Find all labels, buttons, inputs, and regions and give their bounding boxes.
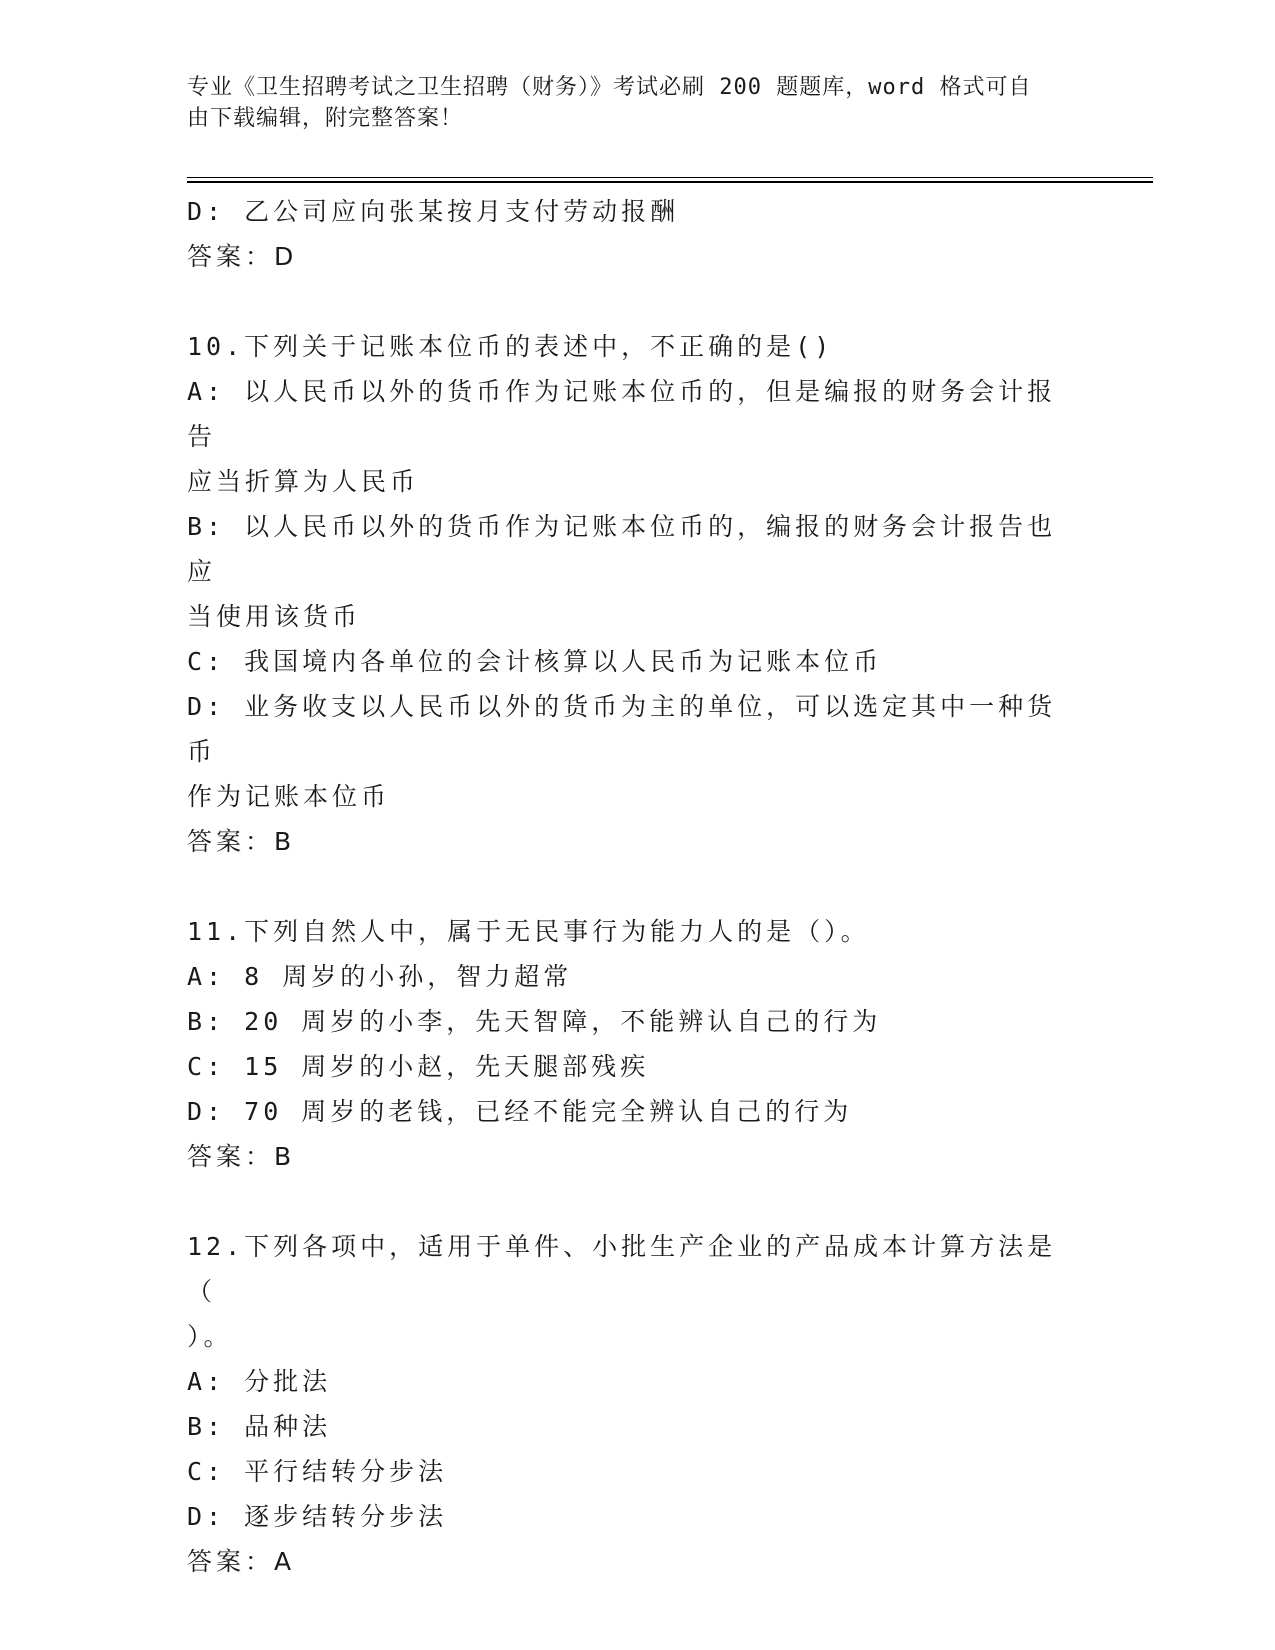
question-10 [187,324,1067,864]
option-c: C: 我国境内各单位的会计核算以人民币为记账本位币 [187,647,883,676]
answer-line [187,819,1067,864]
answer-label: 答案： [187,242,275,271]
option-c: C: 15 周岁的小赵，先天腿部残疾 [187,1052,650,1081]
question-12 [187,1224,1067,1584]
option-d: D: 逐步结转分步法 [187,1502,448,1531]
answer-value: B [274,827,294,856]
option-b: B: 品种法 [187,1412,332,1441]
question-11 [187,909,1067,1179]
answer-line [187,1539,1067,1584]
answer-value: B [274,1142,294,1171]
option-d-line-2: 作为记账本位币 [187,782,391,811]
header-divider-thick [187,181,1153,183]
option-b-line-2: 当使用该货币 [187,602,362,631]
question-9-tail [187,189,1067,279]
answer-label: 答案： [187,1142,275,1171]
option-a-line-1: A: 以人民币以外的货币作为记账本位币的，但是编报的财务会计报告 [187,377,1057,451]
question-list [187,189,1067,1584]
answer-label: 答案： [187,827,275,856]
question-stem: 10.下列关于记账本位币的表述中，不正确的是() [187,332,834,361]
answer-value: A [274,1547,294,1576]
question-stem-line-1: 12.下列各项中，适用于单件、小批生产企业的产品成本计算方法是（ [187,1232,1057,1306]
option-b: B: 20 周岁的小李，先天智障，不能辨认自己的行为 [187,1007,882,1036]
option-d: D: 乙公司应向张某按月支付劳动报酬 [187,197,680,226]
answer-line [187,1134,1067,1179]
document-header [187,72,1067,134]
option-a: A: 8 周岁的小孙，智力超常 [187,962,573,991]
header-divider-thin [187,177,1153,178]
option-d-line-1: D: 业务收支以人民币以外的货币为主的单位，可以选定其中一种货币 [187,692,1057,766]
spacer [187,279,1067,324]
answer-line [187,234,1067,279]
answer-label: 答案： [187,1547,275,1576]
option-c: C: 平行结转分步法 [187,1457,448,1486]
option-d: D: 70 周岁的老钱，已经不能完全辨认自己的行为 [187,1097,853,1126]
header-line-1: 专业《卫生招聘考试之卫生招聘（财务）》考试必刷 200 题题库，word 格式可自 [187,75,1032,100]
spacer [187,864,1067,909]
option-a-line-2: 应当折算为人民币 [187,467,420,496]
answer-value: D [274,242,296,271]
question-stem-line-2: ）。 [187,1322,233,1351]
header-line-2: 由下载编辑，附完整答案！ [187,106,464,131]
option-a: A: 分批法 [187,1367,332,1396]
option-b-line-1: B: 以人民币以外的货币作为记账本位币的，编报的财务会计报告也应 [187,512,1057,586]
spacer [187,1179,1067,1224]
question-stem: 11.下列自然人中，属于无民事行为能力人的是（）。 [187,917,870,946]
